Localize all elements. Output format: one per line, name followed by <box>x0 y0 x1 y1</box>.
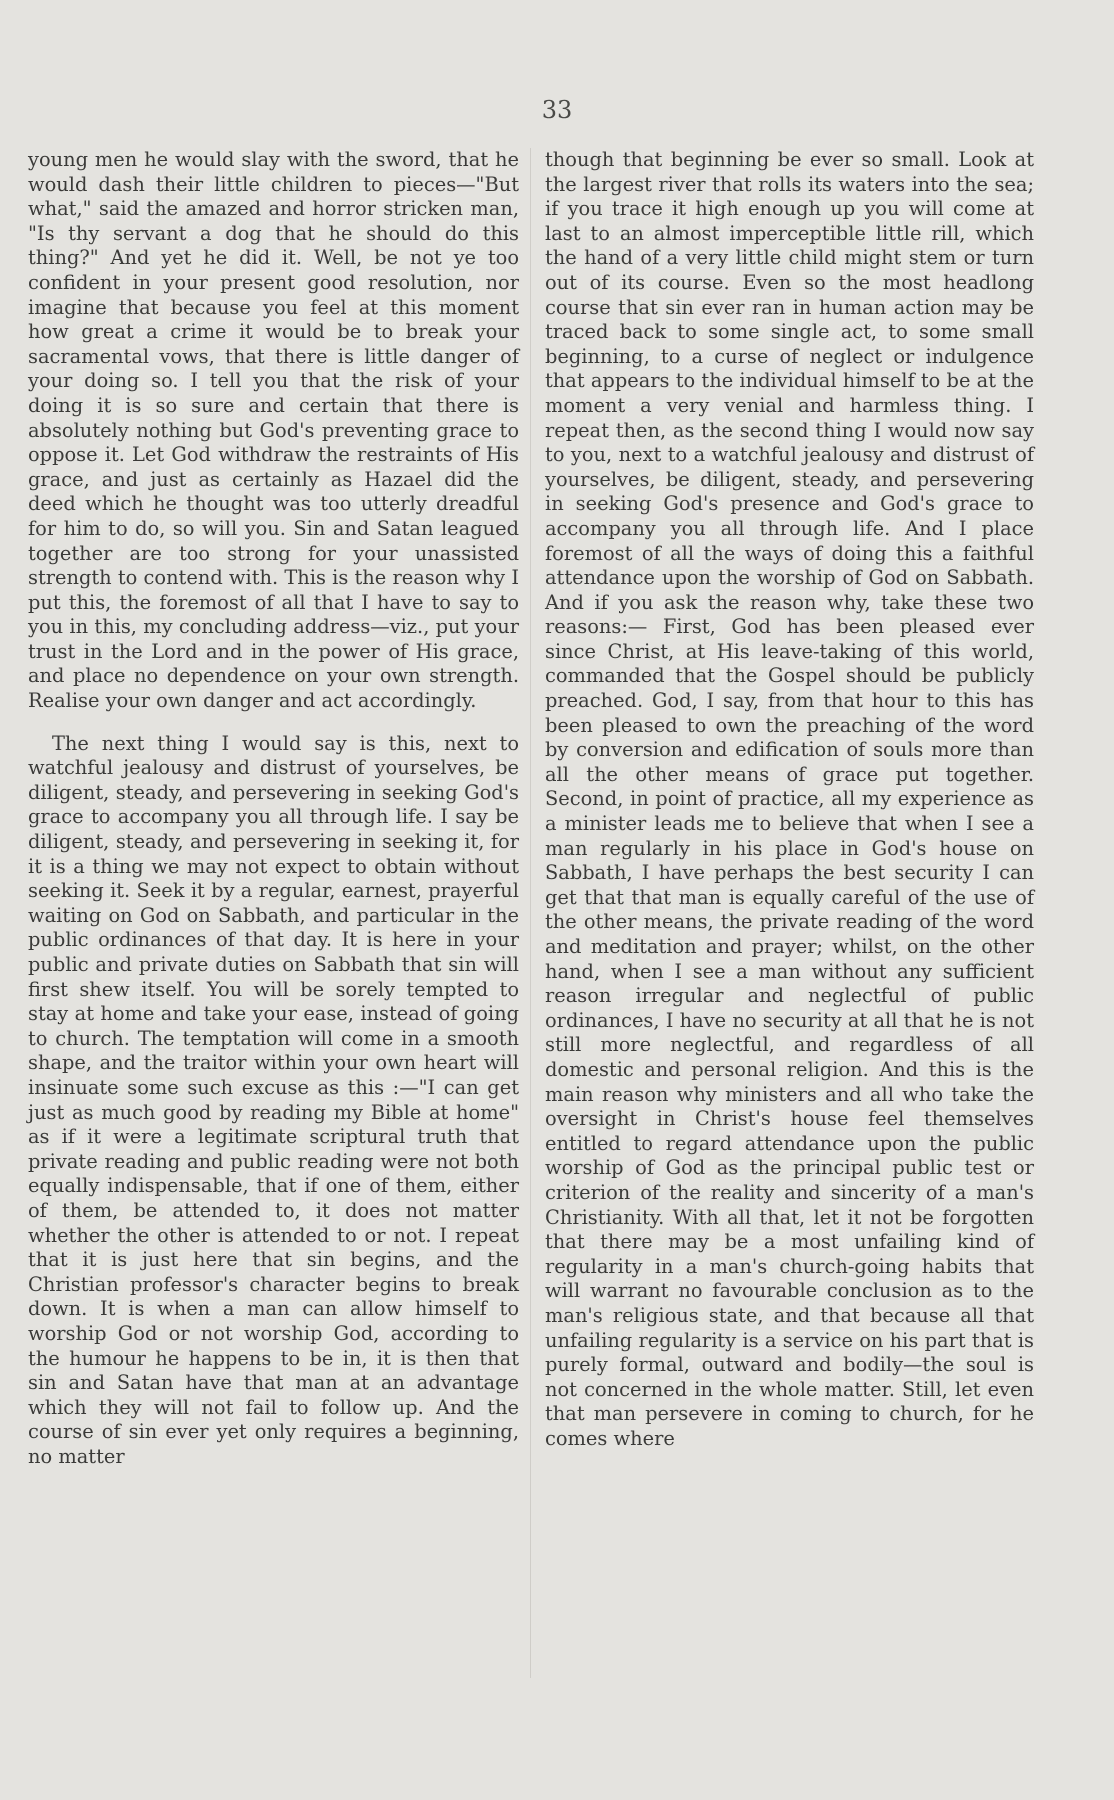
right-column <box>545 148 1034 1451</box>
column-divider <box>530 148 531 1678</box>
left-column <box>28 148 519 1469</box>
page-number: 33 <box>541 96 573 124</box>
left-paragraph-1: young men he would slay with the sword, that he would dash their little children to pieces—"But what," said the amazed and horror stricken man, "Is thy servant a dog that he should do this thing?" And yet he did it. Well, be not ye too confident in your present good resolution, nor imagine that because you feel at this moment how great a crime it would be to break your sacramental vows, that there is little danger of your doing so. I tell you that the risk of your doing it is so sure and certain that there is absolutely nothing but God's preventing grace to oppose it. Let God withdraw the restraints of His grace, and just as certainly as Hazael did the deed which he thought was too utterly dreadful for him to do, so will you. Sin and Satan leagued together are too strong for your unassisted strength to contend with. This is the reason why I put this, the foremost of all that I have to say to you in this, my concluding address—viz., put your trust in the Lord and in the power of His grace, and place no dependence on your own strength. Realise your own danger and act accordingly. <box>28 148 519 713</box>
left-paragraph-2: The next thing I would say is this, next to watchful jealousy and distrust of yourselves, be diligent, steady, and persevering in seeking God's grace to accompany you all through life. I say be diligent, steady, and persevering in seeking it, for it is a thing we may not expect to obtain without seeking it. Seek it by a regular, earnest, prayerful waiting on God on Sabbath, and particular in the public ordinances of that day. It is here in your public and private duties on Sabbath that sin will first shew itself. You will be sorely tempted to stay at home and take your ease, instead of going to church. The temptation will come in a smooth shape, and the traitor within your own heart will insinuate some such excuse as this :—"I can get just as much good by reading my Bible at home" as if it were a legitimate scriptural truth that private reading and public reading were not both equally indispensable, that if one of them, either of them, be attended to, it does not matter whether the other is attended to or not. I repeat that it is just here that sin begins, and the Christian professor's character begins to break down. It is when a man can allow himself to worship God or not worship God, according to the humour he happens to be in, it is then that sin and Satan have that man at an advantage which they will not fail to follow up. And the course of sin ever yet only requires a beginning, no matter <box>28 731 519 1468</box>
right-paragraph-1: though that beginning be ever so small. Look at the largest river that rolls its waters into the sea; if you trace it high enough up you will come at last to an almost imperceptible little rill, which the hand of a very little child might stem or turn out of its course. Even so the most headlong course that sin ever ran in human action may be traced back to some single act, to some small beginning, to a curse of neglect or indulgence that appears to the individual himself to be at the moment a very venial and harmless thing. I repeat then, as the second thing I would now say to you, next to a watchful jealousy and distrust of yourselves, be diligent, steady, and persevering in seeking God's presence and God's grace to accompany you all through life. And I place foremost of all the ways of doing this a faithful attendance upon the worship of God on Sabbath. And if you ask the reason why, take these two reasons:— First, God has been pleased ever since Christ, at His leave-taking of this world, commanded that the Gospel should be publicly preached. God, I say, from that hour to this has been pleased to own the preaching of the word by conversion and edification of souls more than all the other means of grace put together. Second, in point of practice, all my experience as a minister leads me to believe that when I see a man regularly in his place in God's house on Sabbath, I have perhaps the best security I can get that that man is equally careful of the use of the other means, the private reading of the word and meditation and prayer; whilst, on the other hand, when I see a man without any sufficient reason irregular and neglectful of public ordinances, I have no security at all that he is not still more neglectful, and regardless of all domestic and personal religion. And this is the main reason why ministers and all who take the oversight in Christ's house feel themselves entitled to regard attendance upon the public worship of God as the principal public test or criterion of the reality and sincerity of a man's Christianity. With all that, let it not be forgotten that there may be a most unfailing kind of regularity in a man's church-going habits that will warrant no favourable conclusion as to the man's religious state, and that because all that unfailing regularity is a service on his part that is purely formal, outward and bodily—the soul is not concerned in the whole matter. Still, let even that man persevere in coming to church, for he comes where <box>545 148 1034 1450</box>
